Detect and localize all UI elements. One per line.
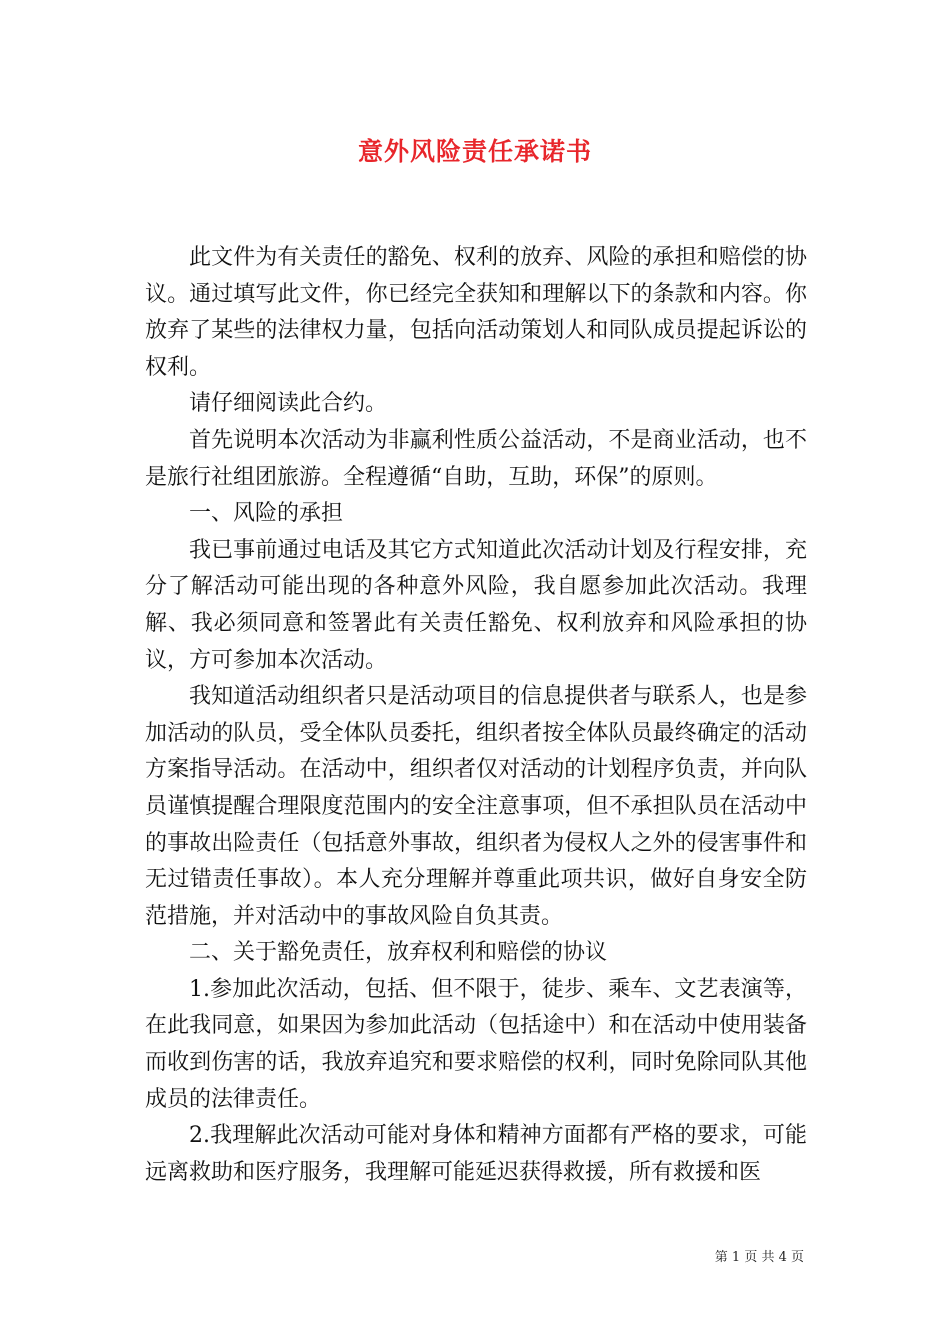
section-heading-waiver: 二、关于豁免责任，放弃权利和赔偿的协议 bbox=[189, 940, 608, 966]
paragraph-risk-awareness: 我已事前通过电话及其它方式知道此次活动计划及行程安排，充分了解活动可能出现的各种意外风险，我自愿参加此次活动。我理解、我必须同意和签署此有关责任豁免、权利放弃和风险承担的协议，方可参加本次活动。 bbox=[145, 537, 807, 673]
paragraph-organizer-role: 我知道活动组织者只是活动项目的信息提供者与联系人，也是参加活动的队员，受全体队员委托，组织者按全体队员最终确定的活动方案指导活动。在活动中，组织者仅对活动的计划程序负责，并向队员谨慎提醒合理限度范围内的安全注意事项，但不承担队员在活动中的事故出险责任（包括意外事故，组织者为侵权人之外的侵害事件和无过错责任事故）。本人充分理解并尊重此项共识，做好自身安全防范措施，并对活动中的事故风险自负其责。 bbox=[145, 684, 807, 929]
paragraph-intro: 此文件为有关责任的豁免、权利的放弃、风险的承担和赔偿的协议。通过填写此文件，你已经完全获知和理解以下的条款和内容。你放弃了某些的法律权力量，包括向活动策划人和同队成员提起诉讼的权利。 bbox=[145, 245, 807, 380]
paragraph-read-contract: 请仔细阅读此合约。 bbox=[189, 391, 388, 417]
clause-1: 1.参加此次活动，包括、但不限于，徒步、乘车、文艺表演等，在此我同意，如果因为参加此活动（包括途中）和在活动中使用装备而收到伤害的话，我放弃追究和要求赔偿的权利，同时免除同队其他成员的法律责任。 bbox=[145, 976, 807, 1112]
clause-2: 2.我理解此次活动可能对身体和精神方面都有严格的要求，可能远离救助和医疗服务，我理解可能延迟获得救援，所有救援和医 bbox=[145, 1123, 807, 1185]
document-body bbox=[145, 240, 807, 1191]
page-footer: 第 1 页 共 4 页 bbox=[714, 1250, 804, 1265]
document-title: 意外风险责任承诺书 bbox=[357, 137, 592, 166]
paragraph-activity-nature: 首先说明本次活动为非赢利性质公益活动，不是商业活动，也不是旅行社组团旅游。全程遵循“自助，互助，环保”的原则。 bbox=[145, 427, 807, 490]
section-heading-risk: 一、风险的承担 bbox=[189, 501, 344, 527]
